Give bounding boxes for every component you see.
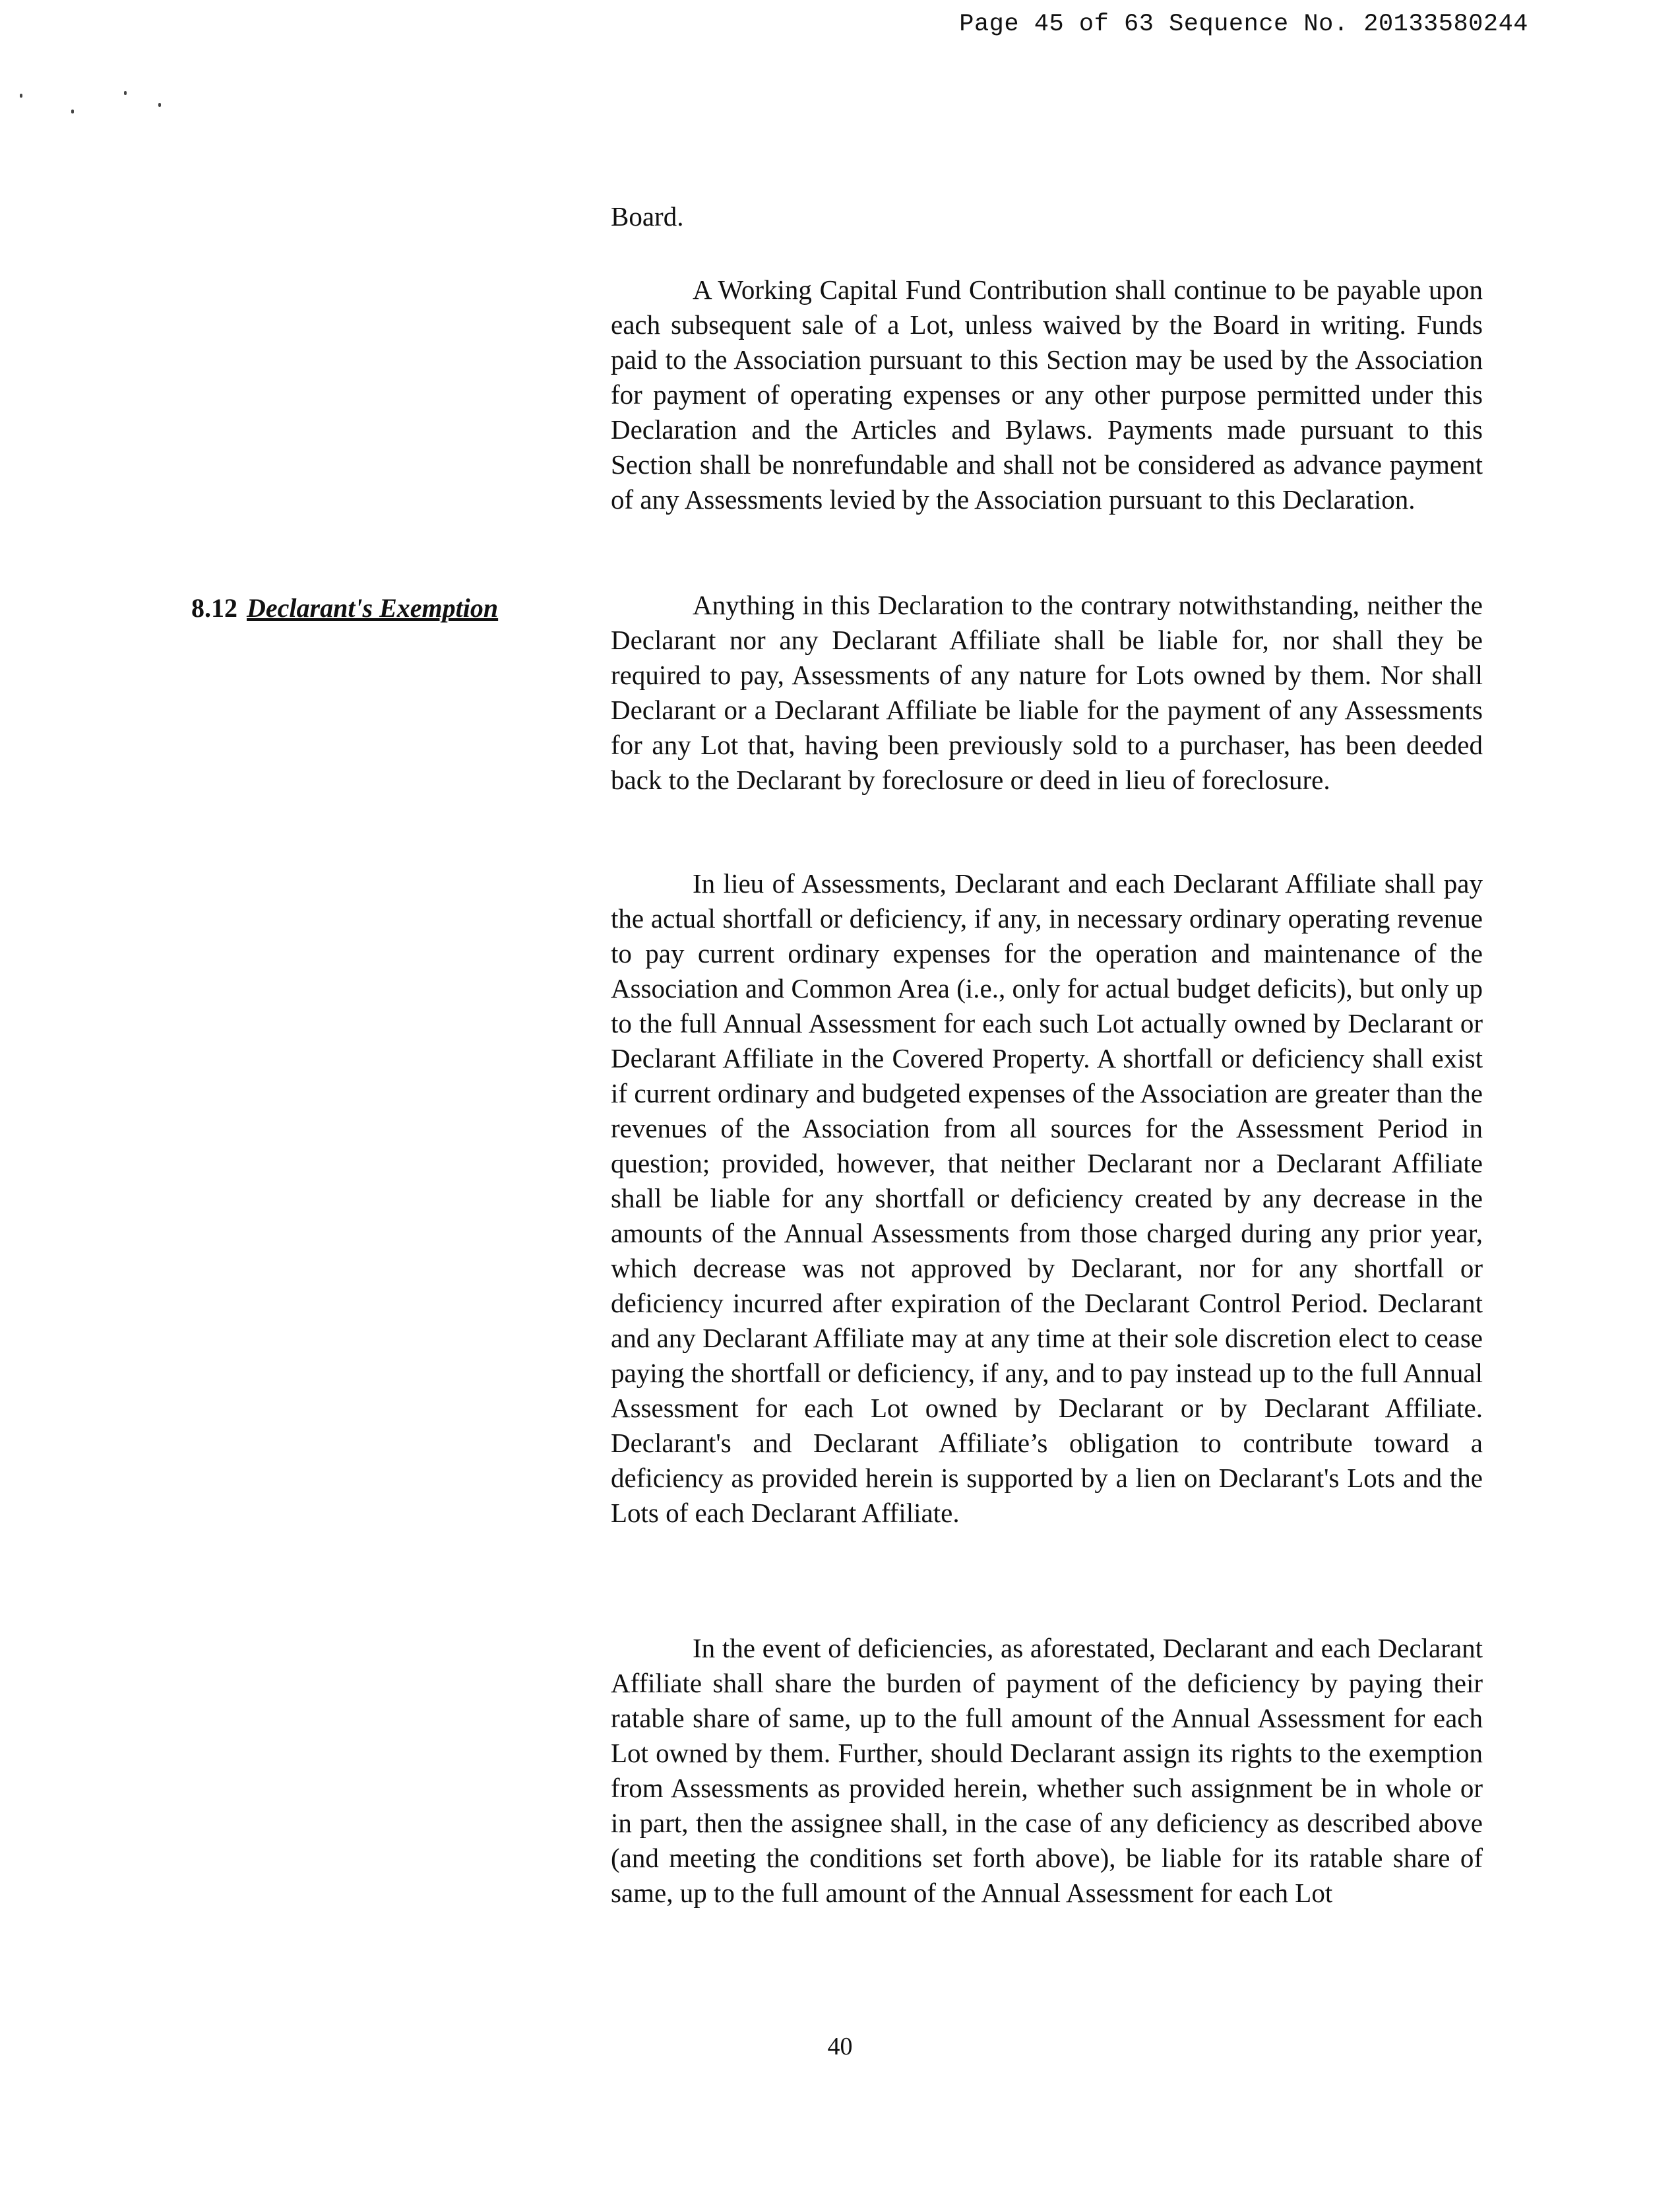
continuation-text: [611, 199, 1483, 234]
deficiencies-text: [611, 1631, 1483, 1911]
paragraph-in-lieu: In lieu of Assessments, Declarant and each Declarant Affiliate shall pay the actual shortfall or deficiency, if any, in necessary ordinary operating revenue to pay current ordinary expenses for the operation and maintenance of the Association and Common Area (i.e., only for actual budget deficits), but only up to the full Annual Assessment for each such Lot actually owned by Declarant or Declarant Affiliate in the Covered Property. A shortfall or deficiency shall exist if current ordinary and budgeted expenses of the Association are greater than the revenues of the Association from all sources for the Assessment Period in question; provided, however, that neither Declarant nor a Declarant Affiliate shall be liable for any shortfall or deficiency created by any decrease in the amounts of the Annual Assessments from those charged during any prior year, which decrease was not approved by Declarant, nor for any shortfall or deficiency incurred after expiration of the Declarant Control Period. Declarant and any Declarant Affiliate may at any time at their sole discretion elect to cease paying the shortfall or deficiency, if any, and to pay instead up to the full Annual Assessment for each Lot owned by Declarant or by Declarant Affiliate. Declarant's and Declarant Affiliate’s obligation to contribute toward a deficiency as provided herein is supported by a lien on Declarant's Lots and the Lots of each Declarant Affiliate.: [611, 868, 1483, 1528]
section-title: Declarant's Exemption: [247, 593, 499, 623]
paragraph-working-capital: A Working Capital Fund Contribution shall continue to be payable upon each subsequent sale of a Lot, unless waived by the Board in writing. Funds paid to the Association pursuant to this Section may be used by the Association for payment of operating expenses or any other purpose permitted under this Declaration and the Articles and Bylaws. Payments made pursuant to this Section shall be nonrefundable and shall not be considered as advance payment of any Assessments levied by the Association pursuant to this Declaration.: [611, 274, 1483, 515]
paragraph-board: Board.: [611, 201, 684, 232]
section-heading: [191, 592, 498, 623]
lieu-text: [611, 866, 1483, 1531]
exemption-text: [611, 588, 1483, 798]
paragraph-deficiencies: In the event of deficiencies, as aforestated, Declarant and each Declarant Affiliate shall share the burden of payment of the deficiency by paying their ratable share of same, up to the full amount of the Annual Assessment for each Lot owned by them. Further, should Declarant assign its rights to the exemption from Assessments as provided herein, whether such assignment be in whole or in part, then the assignee shall, in the case of any deficiency as described above (and meeting the conditions set forth above), be liable for its ratable share of same, up to the full amount of the Annual Assessment for each Lot: [611, 1633, 1483, 1908]
paragraph-exemption: Anything in this Declaration to the contrary notwithstanding, neither the Declarant nor any Declarant Affiliate shall be liable for, nor shall they be required to pay, Assessments of any nature for Lots owned by them. Nor shall Declarant or a Declarant Affiliate be liable for the payment of any Assessments for any Lot that, having been previously sold to a purchaser, has been deeded back to the Declarant by foreclosure or deed in lieu of foreclosure.: [611, 590, 1483, 795]
scan-specks: [20, 86, 178, 119]
section-number: 8.12: [191, 593, 237, 623]
page-header: Page 45 of 63 Sequence No. 20133580244: [959, 11, 1528, 38]
page-number: 40: [827, 2033, 853, 2060]
working-capital-text: [611, 272, 1483, 517]
